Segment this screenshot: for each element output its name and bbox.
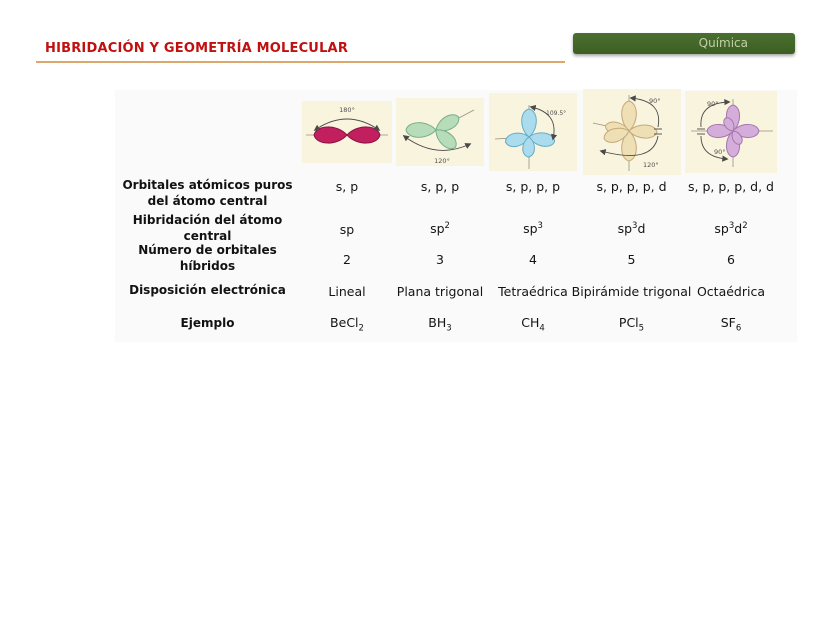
geometry-value: Plana trigonal [396,283,484,299]
diagram-cell-sp2 [394,90,486,174]
example-value: $SF_6$ [720,314,742,334]
hybridization-value: $sp^3d^2$ [714,221,748,237]
diagram-cell-sp3 [486,90,580,174]
subject-badge: Química [573,33,795,54]
diagram-cell-sp3d2 [683,90,779,174]
count-value: 4 [529,251,537,267]
hybridization-value: $sp^2$ [430,221,450,237]
hybridization-value: sp [339,221,355,237]
angle-label: 90° [648,97,661,105]
count-value: 2 [343,251,351,267]
count-value: 5 [627,251,636,267]
diagram-cell-sp [300,90,394,174]
angle-label: 109.5° [546,110,567,117]
angle-label: 120° [642,161,659,169]
orbitals-value: s, p, p, p, d, d [688,179,774,194]
diagram-cell-sp3d [580,90,683,174]
count-value: 6 [727,251,735,267]
orbitals-value: s, p, p [420,179,460,194]
hybridization-table [115,90,797,342]
hybridization-value: $sp^3d$ [617,221,646,237]
corner-cell [115,90,300,174]
row-label-hybridization: Hibridación del átomo central [132,213,283,243]
angle-label: 180° [339,106,355,114]
sp-linear-orbital-image [302,101,392,163]
angle-label: 120° [434,157,450,165]
geometry-value: Bipirámide trigonal [571,283,692,299]
title-underline [36,61,565,63]
sp2-trigonal-orbital-image [396,98,484,166]
count-value: 3 [436,251,444,267]
row-label-example: Ejemplo [180,316,235,331]
sp3d-bipyramidal-orbital-image [583,89,681,175]
example-value: PCl$_5$ [618,314,645,334]
orbitals-value: s, p, p, p [505,179,561,194]
angle-label: 90° [707,100,719,108]
page-title: HIBRIDACIÓN Y GEOMETRÍA MOLECULAR [45,41,349,56]
geometry-value: Tetraédrica [498,283,568,299]
example-value: BeCl$_2$ [330,314,364,334]
example-value: $BH_3$ [428,314,452,334]
angle-label: 90° [714,148,726,156]
geometry-value: Lineal [328,283,366,299]
sp3-tetrahedral-orbital-image [489,93,577,171]
row-label-count: Número de orbitales híbridos [138,243,277,273]
row-label-orbitals: Orbitales atómicos puros del átomo central [122,178,293,208]
geometry-value: Octaédrica [696,283,766,299]
example-value: $CH_4$ [521,314,545,334]
hybridization-value: $sp^3$ [523,221,543,237]
sp3d2-octahedral-orbital-image [685,91,777,173]
orbitals-value: s, p [335,179,359,194]
orbitals-value: s, p, p, p, d [596,179,667,194]
row-label-geometry: Disposición electrónica [129,283,286,298]
